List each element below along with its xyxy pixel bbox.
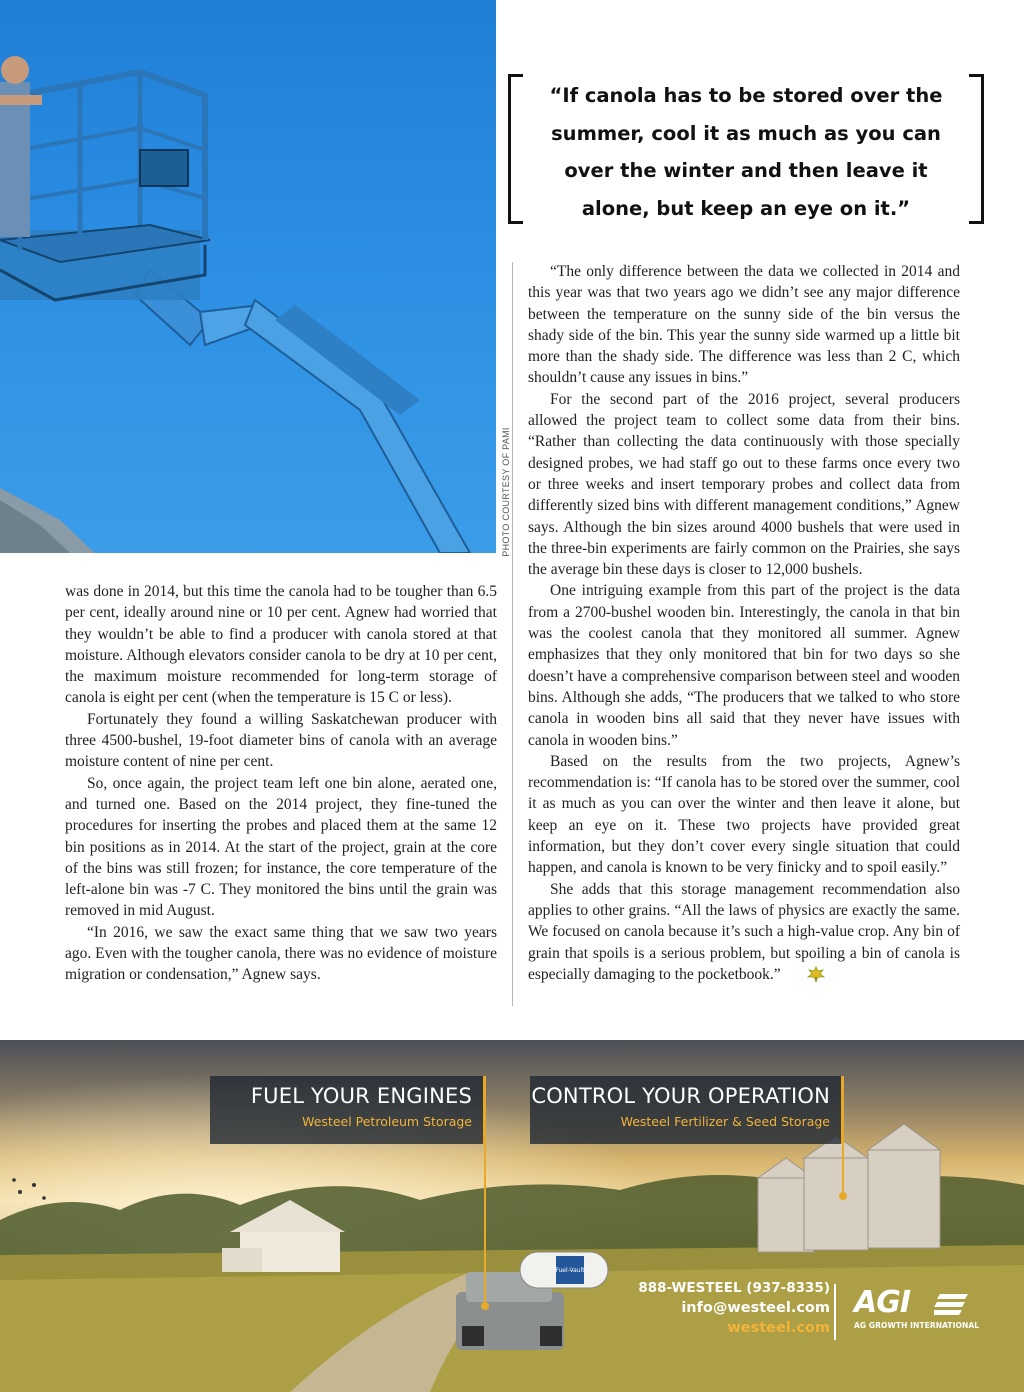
fertilizer-panel-accent	[841, 1076, 844, 1144]
agi-stripes-icon	[934, 1292, 968, 1316]
photo-credit: PHOTO COURTESY OF PAMI	[501, 427, 511, 557]
contact-phone[interactable]: 888-WESTEEL (937-8335)	[638, 1280, 830, 1296]
fuel-leader-dot	[481, 1302, 489, 1310]
boom-lift-photo	[0, 0, 496, 553]
contact-website[interactable]: westeel.com	[727, 1320, 830, 1336]
fertilizer-panel[interactable]	[530, 1076, 844, 1144]
right-paragraph: For the second part of the 2016 project, several producers allowed the project team to collect some data from their bins. “Rather than collecting the data continuously with those specially designed probes, we had staff go out to these farms once every two or three weeks and insert temporary probes and collect data from differently sized bins with different management conditions,” Agnew says. Although the bin sizes around 4000 bushels that were used in the three-bin experiments are fairly common on the Prairies, she says the average bin these days is closer to 12,000 bushels.	[528, 390, 960, 579]
fuel-panel-title: FUEL YOUR ENGINES	[250, 1084, 472, 1108]
right-paragraph: Based on the results from the two projects, Agnew’s recommendation is: “If canola has to be stored over the summer, cool it as much as you can over the winter and then leave it alone, but keep an eye on it. These two projects have provided great information, but they don’t cover every single situation that could happen, and canola is known to be very finicky and to spoil easily.”	[528, 752, 960, 877]
column-divider	[512, 262, 513, 1006]
pull-quote-bracket-right	[969, 74, 984, 224]
left-paragraph: was done in 2014, but this time the canola had to be tougher than 6.5 per cent, ideally around nine or 10 per cent. Agnew had worried that they wouldn’t be able to find a producer with canola stored at that moisture. Although elevators consider canola to be dry at 10 per cent, the maximum moisture recommended for long-term storage of canola is eight per cent (when the temperature is 15 C or less).	[65, 583, 497, 707]
pull-quote-text: “If canola has to be stored over the summer, cool it as much as you can over the winter and then leave it alone, but keep an eye on it.”	[549, 84, 943, 220]
right-paragraph: “The only difference between the data we collected in 2014 and this year was that two years ago we didn’t see any major difference between the temperature on the sunny side of the bin versus the shady side of the bin. This year the sunny side warmed up a little bit more than the shady side. The difference was less than 2 C, which shouldn’t cause any issues in bins.”	[528, 263, 960, 387]
boom-lift-illustration	[0, 0, 496, 553]
fuel-panel[interactable]	[210, 1076, 486, 1144]
left-paragraph: “In 2016, we saw the exact same thing that we saw two years ago. Even with the tougher canola, there was no evidence of moisture migration or condensation,” Agnew says.	[65, 923, 497, 984]
pull-quote	[508, 74, 984, 220]
westeel-advertisement[interactable]	[0, 1040, 1024, 1392]
right-paragraph-last	[528, 879, 960, 988]
left-paragraph: Fortunately they found a willing Saskatchewan producer with three 4500-bushel, 19-foot diameter bins of canola with an average moisture content of nine per cent.	[65, 710, 497, 771]
contact-block	[638, 1278, 830, 1338]
fertilizer-leader-line	[842, 1144, 844, 1194]
fuel-leader-line	[484, 1144, 486, 1304]
right-column	[528, 261, 960, 988]
pull-quote-bracket-left	[508, 74, 523, 224]
agi-tagline: AG GROWTH INTERNATIONAL	[854, 1321, 980, 1330]
canola-leaf-icon	[785, 966, 825, 988]
fertilizer-panel-subtitle: Westeel Fertilizer & Seed Storage	[620, 1114, 830, 1129]
fuel-panel-accent	[483, 1076, 486, 1144]
right-paragraph: One intriguing example from this part of the project is the data from a 2700-bushel wooden bin. Interestingly, the canola in that bin was the coolest canola that they monitored all summer. Agnew emphasizes that they only monitored that bin for two days so she doesn’t have a comprehensive comparison between steel and wooden bins. Although she adds, “The producers that we talked to who store canola in wooden bins all said that they never have issues with canola in wooden bins.”	[528, 582, 960, 749]
fertilizer-panel-title: CONTROL YOUR OPERATION	[531, 1084, 830, 1108]
fuel-tank-label: Fuel-Vault	[555, 1267, 585, 1274]
left-column	[65, 581, 497, 986]
left-paragraph: So, once again, the project team left one bin alone, aerated one, and turned one. Based on the 2014 project, they fine-tuned the procedures for inserting the probes and placed them at the same 12 bin positions as in 2014. At the start of the project, grain at the core of the bins was still frozen; for instance, the core temperature of the left-alone bin was -7 C. They monitored the bins until the grain was removed in mid August.	[65, 774, 497, 920]
right-paragraph-text: She adds that this storage management recommendation also applies to other grains. “All the laws of physics are exactly the same. We focused on canola because it’s such a high-value crop. Any bin of grain that spoils is a serious problem, but spoiling a bin of canola is especially damaging to the pocketbook.”	[528, 880, 960, 983]
agi-logo[interactable]	[854, 1285, 980, 1342]
agi-logo-text: AGI	[854, 1285, 911, 1320]
fuel-panel-subtitle: Westeel Petroleum Storage	[302, 1114, 472, 1129]
contact-email[interactable]: info@westeel.com	[681, 1300, 830, 1316]
fertilizer-leader-dot	[839, 1192, 847, 1200]
contact-separator	[834, 1284, 836, 1340]
